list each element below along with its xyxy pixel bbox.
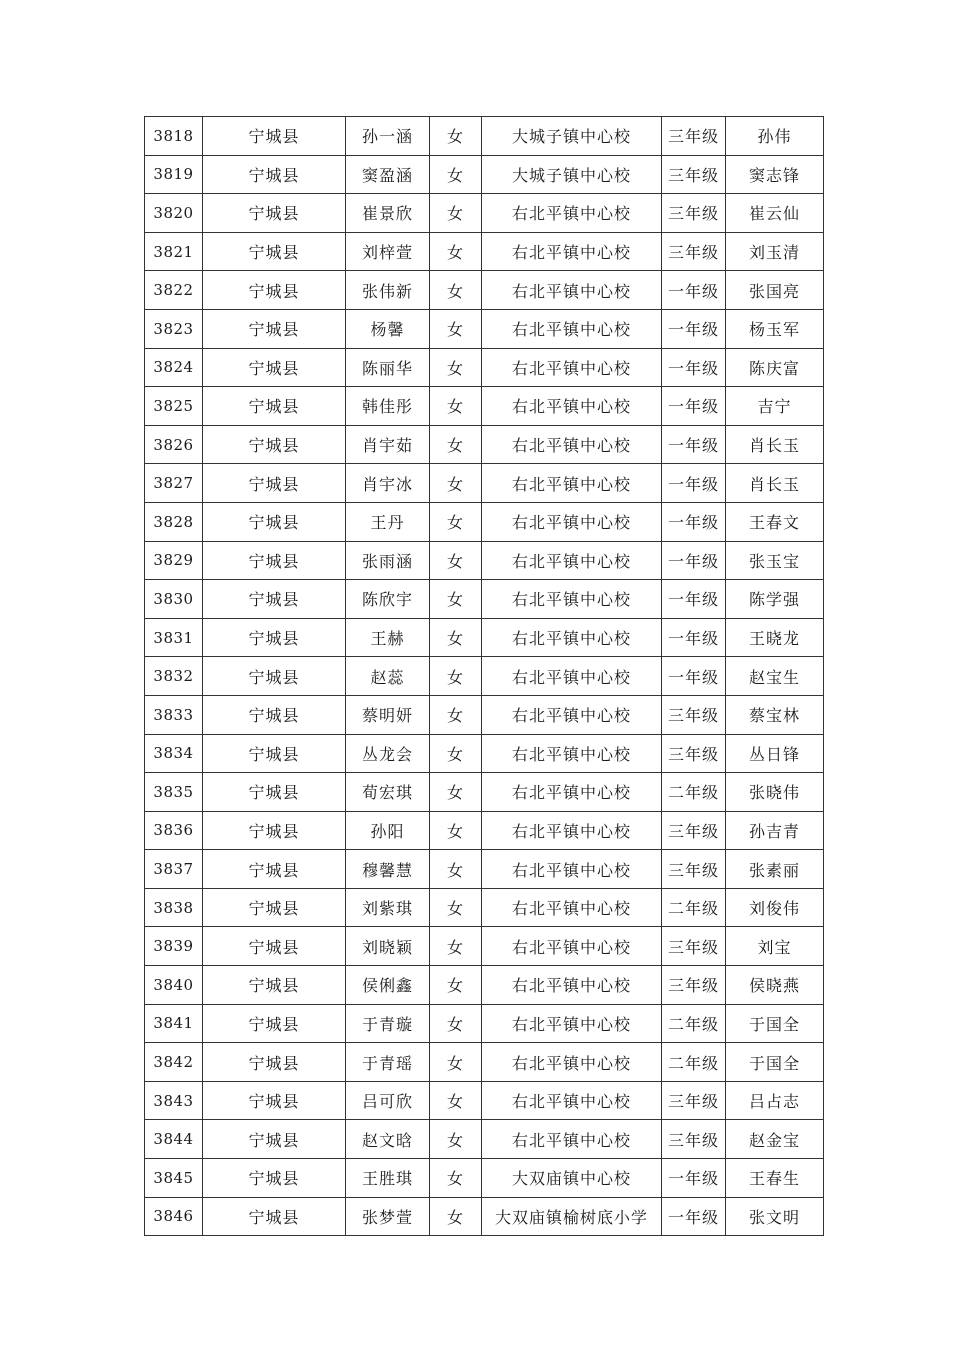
student-name-cell: 张伟新	[346, 271, 430, 310]
row-number-cell: 3823	[145, 309, 203, 348]
guardian-name-cell: 张玉宝	[726, 541, 824, 580]
student-name-cell: 崔景欣	[346, 194, 430, 233]
row-number-cell: 3818	[145, 117, 203, 156]
guardian-name-cell: 杨玉军	[726, 309, 824, 348]
gender-cell: 女	[430, 309, 482, 348]
guardian-name-cell: 张国亮	[726, 271, 824, 310]
row-number-cell: 3841	[145, 1004, 203, 1043]
student-name-cell: 王胜琪	[346, 1159, 430, 1198]
grade-cell: 一年级	[662, 1197, 726, 1236]
row-number-cell: 3820	[145, 194, 203, 233]
gender-cell: 女	[430, 1004, 482, 1043]
grade-cell: 三年级	[662, 850, 726, 889]
county-cell: 宁城县	[203, 580, 346, 619]
gender-cell: 女	[430, 502, 482, 541]
grade-cell: 一年级	[662, 618, 726, 657]
gender-cell: 女	[430, 232, 482, 271]
school-cell: 大双庙镇榆树底小学	[482, 1197, 662, 1236]
student-name-cell: 丛龙会	[346, 734, 430, 773]
county-cell: 宁城县	[203, 541, 346, 580]
guardian-name-cell: 王春文	[726, 502, 824, 541]
row-number-cell: 3839	[145, 927, 203, 966]
school-cell: 右北平镇中心校	[482, 387, 662, 426]
guardian-name-cell: 张晓伟	[726, 773, 824, 812]
gender-cell: 女	[430, 811, 482, 850]
guardian-name-cell: 窦志锋	[726, 155, 824, 194]
row-number-cell: 3827	[145, 464, 203, 503]
guardian-name-cell: 肖长玉	[726, 425, 824, 464]
county-cell: 宁城县	[203, 464, 346, 503]
row-number-cell: 3825	[145, 387, 203, 426]
grade-cell: 一年级	[662, 271, 726, 310]
school-cell: 右北平镇中心校	[482, 464, 662, 503]
gender-cell: 女	[430, 541, 482, 580]
student-name-cell: 杨馨	[346, 309, 430, 348]
table-row	[145, 348, 824, 387]
grade-cell: 一年级	[662, 387, 726, 426]
student-name-cell: 张梦萱	[346, 1197, 430, 1236]
guardian-name-cell: 赵宝生	[726, 657, 824, 696]
guardian-name-cell: 刘玉清	[726, 232, 824, 271]
guardian-name-cell: 刘宝	[726, 927, 824, 966]
grade-cell: 三年级	[662, 695, 726, 734]
row-number-cell: 3845	[145, 1159, 203, 1198]
table-row	[145, 464, 824, 503]
row-number-cell: 3828	[145, 502, 203, 541]
table-row	[145, 309, 824, 348]
row-number-cell: 3821	[145, 232, 203, 271]
grade-cell: 一年级	[662, 580, 726, 619]
school-cell: 右北平镇中心校	[482, 541, 662, 580]
school-cell: 右北平镇中心校	[482, 695, 662, 734]
gender-cell: 女	[430, 734, 482, 773]
county-cell: 宁城县	[203, 811, 346, 850]
guardian-name-cell: 张文明	[726, 1197, 824, 1236]
table-row	[145, 502, 824, 541]
gender-cell: 女	[430, 464, 482, 503]
guardian-name-cell: 陈学强	[726, 580, 824, 619]
row-number-cell: 3826	[145, 425, 203, 464]
county-cell: 宁城县	[203, 1197, 346, 1236]
row-number-cell: 3831	[145, 618, 203, 657]
county-cell: 宁城县	[203, 309, 346, 348]
school-cell: 右北平镇中心校	[482, 309, 662, 348]
county-cell: 宁城县	[203, 232, 346, 271]
gender-cell: 女	[430, 695, 482, 734]
student-name-cell: 赵蕊	[346, 657, 430, 696]
county-cell: 宁城县	[203, 888, 346, 927]
guardian-name-cell: 肖长玉	[726, 464, 824, 503]
row-number-cell: 3822	[145, 271, 203, 310]
table-body	[145, 117, 824, 1236]
county-cell: 宁城县	[203, 1081, 346, 1120]
county-cell: 宁城县	[203, 1159, 346, 1198]
student-name-cell: 孙一涵	[346, 117, 430, 156]
grade-cell: 一年级	[662, 348, 726, 387]
grade-cell: 一年级	[662, 502, 726, 541]
table-row	[145, 271, 824, 310]
gender-cell: 女	[430, 1197, 482, 1236]
row-number-cell: 3824	[145, 348, 203, 387]
grade-cell: 一年级	[662, 309, 726, 348]
grade-cell: 二年级	[662, 1004, 726, 1043]
table-row	[145, 580, 824, 619]
guardian-name-cell: 陈庆富	[726, 348, 824, 387]
school-cell: 右北平镇中心校	[482, 850, 662, 889]
student-name-cell: 王赫	[346, 618, 430, 657]
table-row	[145, 1004, 824, 1043]
table-row	[145, 618, 824, 657]
gender-cell: 女	[430, 1081, 482, 1120]
gender-cell: 女	[430, 927, 482, 966]
school-cell: 右北平镇中心校	[482, 194, 662, 233]
table-row	[145, 232, 824, 271]
grade-cell: 三年级	[662, 155, 726, 194]
grade-cell: 三年级	[662, 1120, 726, 1159]
table-row	[145, 695, 824, 734]
gender-cell: 女	[430, 117, 482, 156]
row-number-cell: 3819	[145, 155, 203, 194]
student-name-cell: 吕可欣	[346, 1081, 430, 1120]
row-number-cell: 3830	[145, 580, 203, 619]
table-row	[145, 387, 824, 426]
county-cell: 宁城县	[203, 657, 346, 696]
student-name-cell: 刘晓颖	[346, 927, 430, 966]
school-cell: 右北平镇中心校	[482, 657, 662, 696]
school-cell: 右北平镇中心校	[482, 1120, 662, 1159]
gender-cell: 女	[430, 271, 482, 310]
gender-cell: 女	[430, 1120, 482, 1159]
county-cell: 宁城县	[203, 425, 346, 464]
row-number-cell: 3840	[145, 966, 203, 1005]
school-cell: 右北平镇中心校	[482, 502, 662, 541]
table-row	[145, 1197, 824, 1236]
county-cell: 宁城县	[203, 734, 346, 773]
grade-cell: 三年级	[662, 1081, 726, 1120]
gender-cell: 女	[430, 888, 482, 927]
student-name-cell: 陈欣宇	[346, 580, 430, 619]
gender-cell: 女	[430, 1159, 482, 1198]
gender-cell: 女	[430, 966, 482, 1005]
student-name-cell: 穆馨慧	[346, 850, 430, 889]
row-number-cell: 3836	[145, 811, 203, 850]
row-number-cell: 3835	[145, 773, 203, 812]
school-cell: 大城子镇中心校	[482, 155, 662, 194]
grade-cell: 三年级	[662, 117, 726, 156]
guardian-name-cell: 侯晓燕	[726, 966, 824, 1005]
county-cell: 宁城县	[203, 695, 346, 734]
grade-cell: 一年级	[662, 1159, 726, 1198]
grade-cell: 一年级	[662, 464, 726, 503]
table-row	[145, 734, 824, 773]
school-cell: 右北平镇中心校	[482, 425, 662, 464]
row-number-cell: 3842	[145, 1043, 203, 1082]
guardian-name-cell: 孙吉青	[726, 811, 824, 850]
county-cell: 宁城县	[203, 194, 346, 233]
row-number-cell: 3843	[145, 1081, 203, 1120]
guardian-name-cell: 吕占志	[726, 1081, 824, 1120]
school-cell: 右北平镇中心校	[482, 773, 662, 812]
county-cell: 宁城县	[203, 1004, 346, 1043]
guardian-name-cell: 于国全	[726, 1043, 824, 1082]
row-number-cell: 3834	[145, 734, 203, 773]
county-cell: 宁城县	[203, 1043, 346, 1082]
student-roster-table	[144, 116, 824, 1236]
school-cell: 右北平镇中心校	[482, 927, 662, 966]
school-cell: 右北平镇中心校	[482, 1004, 662, 1043]
guardian-name-cell: 吉宁	[726, 387, 824, 426]
student-name-cell: 刘梓萱	[346, 232, 430, 271]
student-name-cell: 窦盈涵	[346, 155, 430, 194]
county-cell: 宁城县	[203, 117, 346, 156]
school-cell: 右北平镇中心校	[482, 966, 662, 1005]
school-cell: 右北平镇中心校	[482, 271, 662, 310]
student-name-cell: 孙阳	[346, 811, 430, 850]
gender-cell: 女	[430, 387, 482, 426]
grade-cell: 二年级	[662, 1043, 726, 1082]
school-cell: 右北平镇中心校	[482, 1043, 662, 1082]
county-cell: 宁城县	[203, 618, 346, 657]
gender-cell: 女	[430, 194, 482, 233]
guardian-name-cell: 赵金宝	[726, 1120, 824, 1159]
table-row	[145, 811, 824, 850]
table-row	[145, 927, 824, 966]
table-row	[145, 541, 824, 580]
gender-cell: 女	[430, 1043, 482, 1082]
gender-cell: 女	[430, 348, 482, 387]
table-row	[145, 1159, 824, 1198]
county-cell: 宁城县	[203, 348, 346, 387]
table-row	[145, 966, 824, 1005]
guardian-name-cell: 孙伟	[726, 117, 824, 156]
guardian-name-cell: 王春生	[726, 1159, 824, 1198]
county-cell: 宁城县	[203, 502, 346, 541]
student-name-cell: 于青璇	[346, 1004, 430, 1043]
grade-cell: 三年级	[662, 811, 726, 850]
grade-cell: 二年级	[662, 773, 726, 812]
student-name-cell: 赵文晗	[346, 1120, 430, 1159]
grade-cell: 三年级	[662, 927, 726, 966]
school-cell: 右北平镇中心校	[482, 618, 662, 657]
student-name-cell: 王丹	[346, 502, 430, 541]
student-name-cell: 肖宇茹	[346, 425, 430, 464]
grade-cell: 三年级	[662, 734, 726, 773]
student-name-cell: 侯俐鑫	[346, 966, 430, 1005]
gender-cell: 女	[430, 773, 482, 812]
table-row	[145, 888, 824, 927]
school-cell: 大城子镇中心校	[482, 117, 662, 156]
table-row	[145, 425, 824, 464]
grade-cell: 三年级	[662, 232, 726, 271]
school-cell: 右北平镇中心校	[482, 811, 662, 850]
school-cell: 右北平镇中心校	[482, 888, 662, 927]
table-row	[145, 850, 824, 889]
grade-cell: 一年级	[662, 425, 726, 464]
school-cell: 右北平镇中心校	[482, 734, 662, 773]
guardian-name-cell: 丛日锋	[726, 734, 824, 773]
guardian-name-cell: 刘俊伟	[726, 888, 824, 927]
guardian-name-cell: 张素丽	[726, 850, 824, 889]
gender-cell: 女	[430, 618, 482, 657]
student-name-cell: 蔡明妍	[346, 695, 430, 734]
table-row	[145, 155, 824, 194]
county-cell: 宁城县	[203, 155, 346, 194]
table-row	[145, 1043, 824, 1082]
school-cell: 右北平镇中心校	[482, 232, 662, 271]
row-number-cell: 3833	[145, 695, 203, 734]
row-number-cell: 3832	[145, 657, 203, 696]
grade-cell: 二年级	[662, 888, 726, 927]
table-row	[145, 194, 824, 233]
row-number-cell: 3837	[145, 850, 203, 889]
gender-cell: 女	[430, 155, 482, 194]
gender-cell: 女	[430, 425, 482, 464]
grade-cell: 三年级	[662, 194, 726, 233]
guardian-name-cell: 于国全	[726, 1004, 824, 1043]
student-name-cell: 陈丽华	[346, 348, 430, 387]
student-name-cell: 张雨涵	[346, 541, 430, 580]
gender-cell: 女	[430, 657, 482, 696]
school-cell: 右北平镇中心校	[482, 580, 662, 619]
grade-cell: 一年级	[662, 657, 726, 696]
county-cell: 宁城县	[203, 927, 346, 966]
guardian-name-cell: 王晓龙	[726, 618, 824, 657]
gender-cell: 女	[430, 580, 482, 619]
student-name-cell: 刘紫琪	[346, 888, 430, 927]
guardian-name-cell: 蔡宝林	[726, 695, 824, 734]
school-cell: 右北平镇中心校	[482, 348, 662, 387]
row-number-cell: 3838	[145, 888, 203, 927]
row-number-cell: 3829	[145, 541, 203, 580]
grade-cell: 一年级	[662, 541, 726, 580]
guardian-name-cell: 崔云仙	[726, 194, 824, 233]
county-cell: 宁城县	[203, 773, 346, 812]
student-name-cell: 于青瑶	[346, 1043, 430, 1082]
county-cell: 宁城县	[203, 271, 346, 310]
gender-cell: 女	[430, 850, 482, 889]
county-cell: 宁城县	[203, 850, 346, 889]
student-name-cell: 荀宏琪	[346, 773, 430, 812]
student-name-cell: 韩佳彤	[346, 387, 430, 426]
table-row	[145, 1120, 824, 1159]
grade-cell: 三年级	[662, 966, 726, 1005]
county-cell: 宁城县	[203, 1120, 346, 1159]
county-cell: 宁城县	[203, 387, 346, 426]
table-row	[145, 117, 824, 156]
student-name-cell: 肖宇冰	[346, 464, 430, 503]
county-cell: 宁城县	[203, 966, 346, 1005]
table-row	[145, 657, 824, 696]
school-cell: 大双庙镇中心校	[482, 1159, 662, 1198]
school-cell: 右北平镇中心校	[482, 1081, 662, 1120]
table-row	[145, 1081, 824, 1120]
table-row	[145, 773, 824, 812]
row-number-cell: 3846	[145, 1197, 203, 1236]
row-number-cell: 3844	[145, 1120, 203, 1159]
